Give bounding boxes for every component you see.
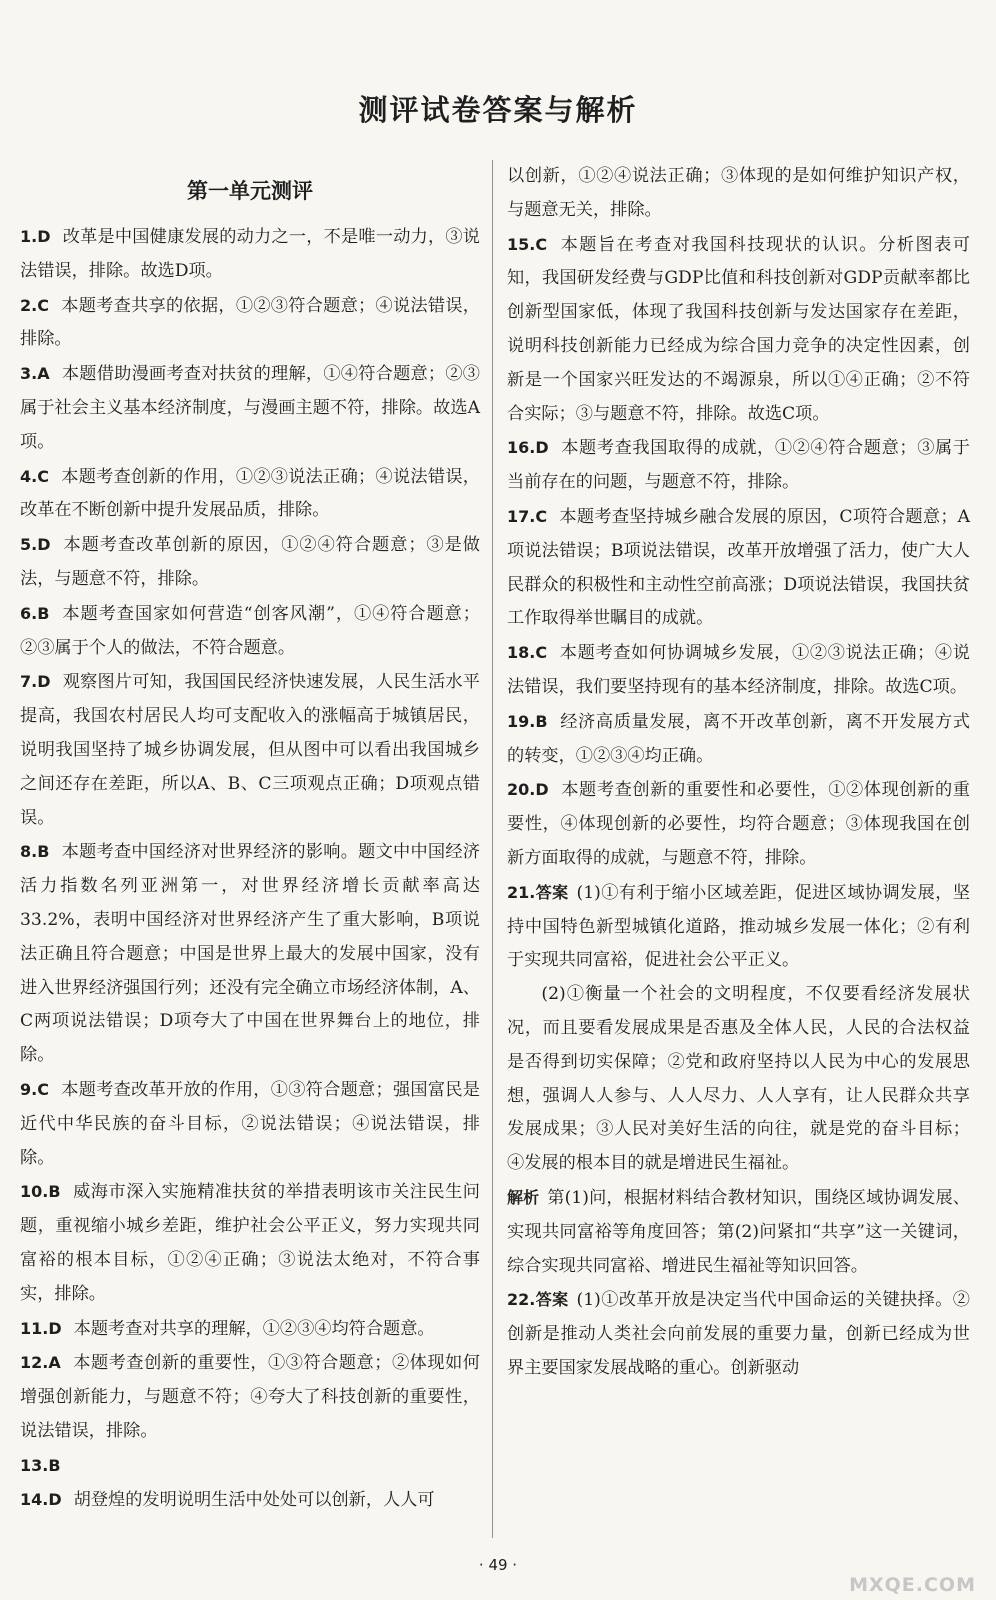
- answer-choice: D: [37, 227, 51, 246]
- answer-item: [507, 773, 970, 875]
- right-column: [507, 160, 970, 1538]
- answer-choice: B: [48, 1182, 61, 1202]
- answer-choice: C: [535, 234, 548, 254]
- answer-choice: C: [37, 1079, 49, 1099]
- answer-text: 本题考查中国经济对世界经济的影响。题文中中国经济活力指数名列亚洲第一，对世界经济增长贡献率高达33.2%，表明中国经济对世界经济产生了重大影响，B项说法正确且符合题意；中国是世界上最大的发展中国家，没有进入世界经济强国行列；还没有完全确立市场经济体制，A、C两项说法错误；D项夸大了中国在世界舞台上的地位，排除。: [20, 842, 480, 1066]
- answer-keyword: 答案: [535, 1290, 569, 1310]
- answer-item: [507, 876, 970, 978]
- left-answer-list: [20, 220, 480, 1518]
- answer-item: [20, 357, 480, 459]
- answer-keyword: 解析: [507, 1187, 540, 1207]
- answer-text: (2)①衡量一个社会的文明程度，不仅要看经济发展状况，而且要看发展成果是否惠及全体人民，人民的合法权益是否得到切实保障；②党和政府坚持以人民为中心的发展思想，强调人人参与、人人尽力、人人享有，让人民群众共享发展成果；③人民对美好生活的向往，就是党的奋斗目标；④发展的根本目的就是增进民生福祉。: [507, 984, 970, 1174]
- answer-choice: B: [48, 1455, 61, 1475]
- answer-choice: C: [535, 643, 548, 663]
- watermark-logo: MXQE.COM: [849, 1574, 976, 1596]
- answer-text: 本题考查改革开放的作用，①③符合题意；强国富民是近代中华民族的奋斗目标，②说法错误；④说法错误，排除。: [20, 1079, 480, 1168]
- answer-text: 第(1)问，根据材料结合教材知识，围绕区域协调发展、实现共同富裕等角度回答；第(2)问紧扣“共享”这一关键词，综合实现共同富裕、增进民生福祉等知识回答。: [507, 1187, 970, 1276]
- answer-choice: D: [535, 780, 549, 800]
- answer-choice: D: [37, 672, 51, 692]
- question-number: 1.: [20, 227, 38, 246]
- question-number: 13.: [20, 1455, 49, 1475]
- right-answer-list: [507, 160, 970, 1386]
- answer-text: 观察图片可知，我国国民经济快速发展，人民生活水平提高，我国农村居民人均可支配收入的涨幅高于城镇居民，说明我国坚持了城乡协调发展，但从图中可以看出我国城乡之间还存在差距，所以A、B、C三项观点正确；D项观点错误。: [20, 672, 480, 828]
- answer-text: 本题考查改革创新的原因，①②④符合题意；③是做法，与题意不符，排除。: [20, 535, 480, 589]
- answer-text: 以创新，①②④说法正确；③体现的是如何维护知识产权，与题意无关，排除。: [507, 166, 970, 220]
- answer-item: [507, 978, 970, 1181]
- answer-item: [20, 1073, 480, 1175]
- question-number: 7.: [20, 672, 38, 692]
- answer-item: [20, 835, 480, 1073]
- answer-item: [20, 289, 480, 358]
- answer-choice: C: [37, 466, 49, 486]
- question-number: 17.: [507, 506, 536, 526]
- question-number: 2.: [20, 295, 38, 315]
- answer-item: [507, 636, 970, 705]
- answer-item: [20, 1449, 480, 1484]
- answer-text: 经济高质量发展，离不开改革创新，离不开发展方式的转变，①②③④均正确。: [507, 711, 970, 766]
- answer-text: 威海市深入实施精准扶贫的举措表明该市关注民生问题，重视缩小城乡差距，维护社会公平正义，努力实现共同富裕的根本目标，①②④正确；③说法太绝对，不符合事实，排除。: [20, 1182, 480, 1304]
- answer-item: [507, 705, 970, 774]
- answer-text: 本题考查对共享的理解，①②③④均符合题意。: [73, 1318, 435, 1339]
- section-title: 第一单元测评: [187, 178, 313, 203]
- answer-item: [20, 597, 480, 666]
- question-number: 9.: [20, 1079, 38, 1099]
- question-number: 15.: [507, 234, 536, 254]
- question-number: 10.: [20, 1182, 49, 1202]
- answer-choice: C: [535, 506, 548, 526]
- answer-text: 本题旨在考查对我国科技现状的认识。分析图表可知，我国研发经费与GDP比值和科技创新对GDP贡献率都比创新型国家低，体现了我国科技创新与发达国家存在差距，说明科技创新能力已经成为综合国力竞争的决定性因素，创新是一个国家兴旺发达的不竭源泉，所以①④正确；②不符合实际；③与题意不符，排除。故选C项。: [507, 234, 970, 424]
- answer-text: 本题借助漫画考查对扶贫的理解，①④符合题意；②③属于社会主义基本经济制度，与漫画主题不符，排除。故选A项。: [20, 364, 480, 452]
- answer-text: 本题考查创新的作用，①②③说法正确；④说法错误，改革在不断创新中提升发展品质，排除。: [20, 466, 480, 521]
- answer-choice: B: [37, 603, 50, 623]
- answer-text: 本题考查国家如何营造“创客风潮”，①④符合题意；②③属于个人的做法，不符合题意。: [20, 603, 480, 658]
- question-number: 20.: [507, 780, 536, 800]
- answer-item: [20, 1175, 480, 1311]
- question-number: 19.: [507, 711, 536, 731]
- answer-item: [20, 460, 480, 529]
- question-number: 21.: [507, 882, 536, 902]
- question-number: 3.: [20, 364, 38, 384]
- answer-item: [507, 1181, 970, 1283]
- question-number: 14.: [20, 1490, 49, 1510]
- answer-text: (1)①有利于缩小区域差距，促进区域协调发展，坚持中国特色新型城镇化道路，推动城乡发展一体化；②有利于实现共同富裕，促进社会公平正义。: [507, 882, 970, 971]
- answer-item: [20, 1346, 480, 1448]
- answer-choice: D: [535, 438, 549, 458]
- question-number: 16.: [507, 438, 536, 458]
- answer-item: [20, 1483, 480, 1518]
- answer-item: [20, 665, 480, 835]
- question-number: 22.: [507, 1290, 536, 1310]
- answer-item: [20, 528, 480, 597]
- answer-text: 本题考查共享的依据，①②③符合题意；④说法错误，排除。: [20, 295, 480, 350]
- answer-choice: C: [37, 295, 49, 315]
- answer-item: [507, 1283, 970, 1385]
- question-number: 6.: [20, 603, 38, 623]
- answer-text: 本题考查创新的重要性，①③符合题意；②体现如何增强创新能力，与题意不符；④夸大了科技创新的重要性，说法错误，排除。: [20, 1353, 480, 1441]
- page-number: · 49 ·: [478, 1556, 518, 1574]
- answer-item: [20, 1312, 480, 1347]
- answer-text: 本题考查创新的重要性和必要性，①②体现创新的重要性，④体现创新的必要性，均符合题意；③体现我国在创新方面取得的成就，与题意不符，排除。: [507, 780, 970, 868]
- question-number: 12.: [20, 1353, 49, 1373]
- answer-text: 本题考查我国取得的成就，①②④符合题意；③属于当前存在的问题，与题意不符，排除。: [507, 438, 970, 493]
- page-title: 测评试卷答案与解析: [358, 93, 638, 127]
- answer-text: 本题考查如何协调城乡发展，①②③说法正确；④说法错误，我们要坚持现有的基本经济制度，排除。故选C项。: [507, 643, 970, 697]
- answer-choice: B: [37, 842, 50, 862]
- answer-item: [507, 500, 970, 636]
- answer-text: 胡登煌的发明说明生活中处处可以创新，人人可: [73, 1490, 435, 1511]
- question-number: 11.: [20, 1318, 49, 1338]
- answer-text: 本题考查坚持城乡融合发展的原因，C项符合题意；A项说法错误；B项说法错误，改革开放增强了活力，使广大人民群众的积极性和主动性空前高涨；D项说法错误，我国扶贫工作取得举世瞩目的成就。: [507, 506, 970, 629]
- answer-choice: A: [48, 1353, 61, 1373]
- answer-item: [507, 160, 970, 228]
- answer-choice: B: [535, 711, 548, 731]
- question-number: 18.: [507, 643, 536, 663]
- question-number: 4.: [20, 466, 38, 486]
- answer-text: 改革是中国健康发展的动力之一，不是唯一动力，③说法错误，排除。故选D项。: [20, 227, 480, 281]
- question-number: 5.: [20, 535, 38, 555]
- answer-choice: D: [37, 535, 51, 555]
- column-divider: [492, 160, 493, 1538]
- left-column: [20, 160, 480, 1538]
- answer-item: [507, 431, 970, 500]
- answer-text: (1)①改革开放是决定当代中国命运的关键抉择。②创新是推动人类社会向前发展的重要力量，创新已经成为世界主要国家发展战略的重心。创新驱动: [507, 1290, 970, 1378]
- answer-item: [20, 220, 480, 289]
- answer-choice: A: [37, 364, 50, 384]
- question-number: 8.: [20, 842, 38, 862]
- answer-item: [507, 228, 970, 432]
- answer-keyword: 答案: [535, 882, 569, 902]
- answer-choice: D: [48, 1318, 62, 1338]
- answer-choice: D: [48, 1490, 62, 1510]
